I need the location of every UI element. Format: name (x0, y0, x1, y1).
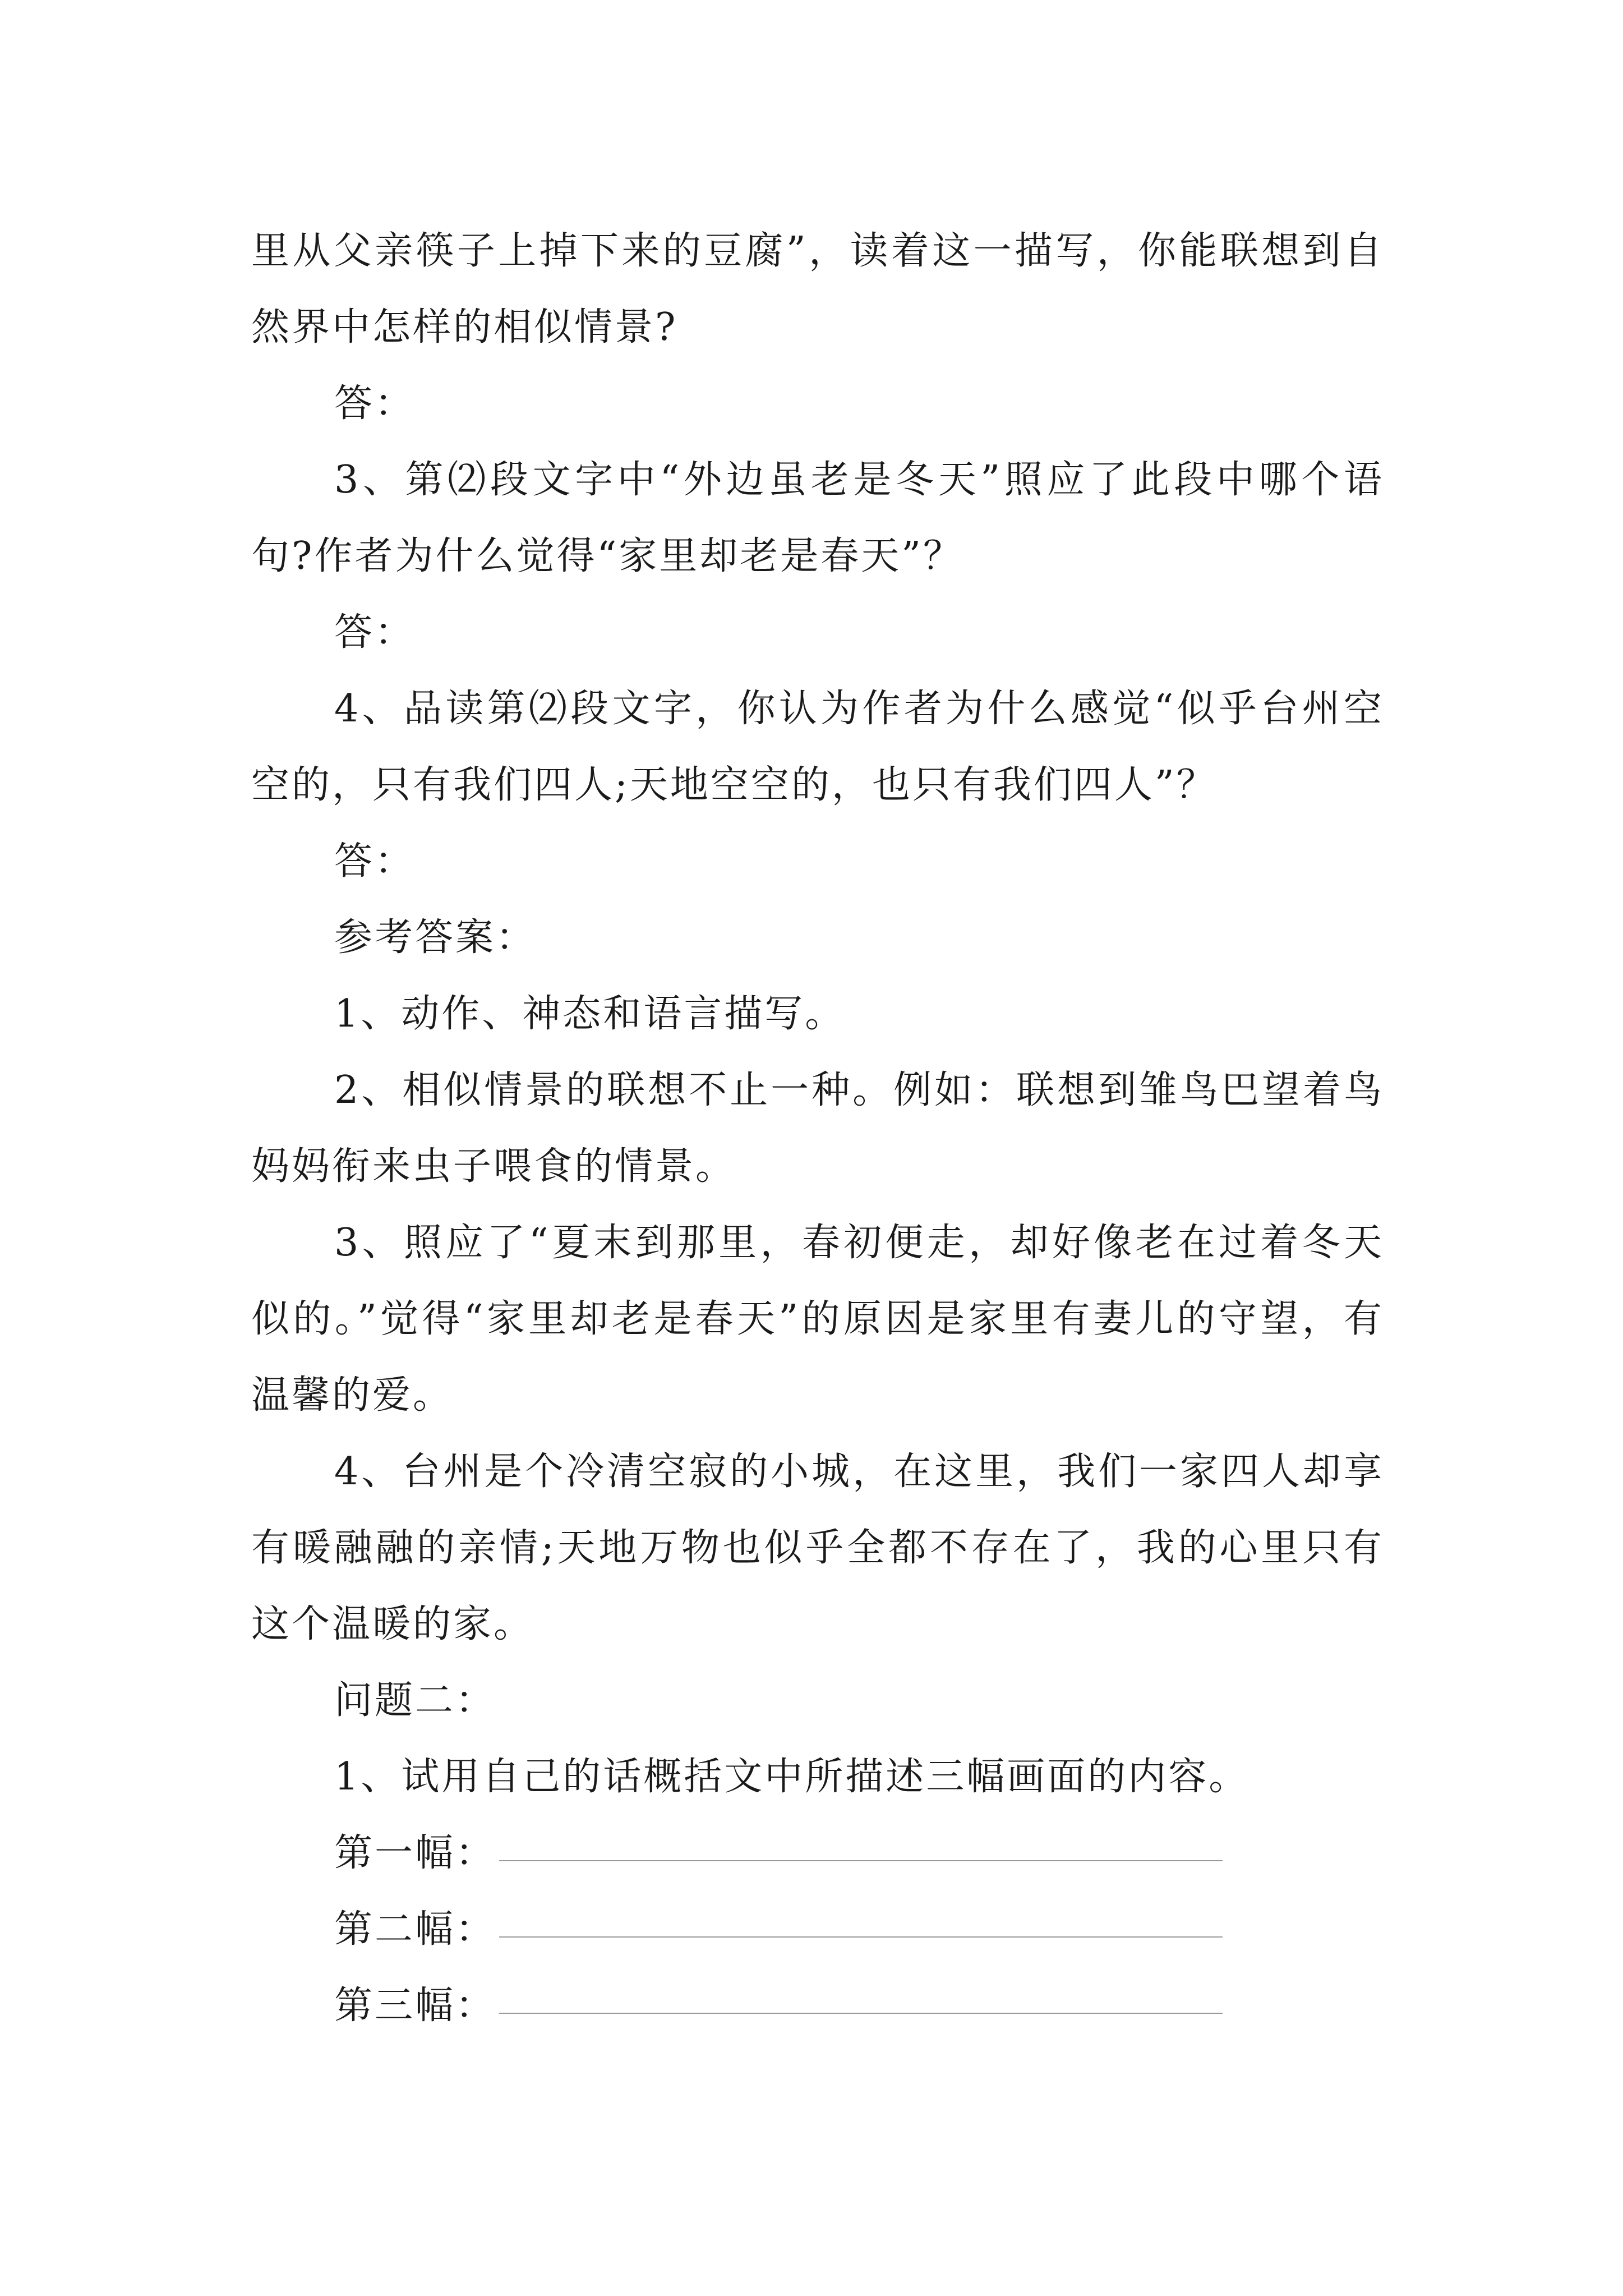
fill-blank-underline[interactable] (499, 2013, 1223, 2014)
reference-answer-1: 1、动作、神态和语言描写。 (334, 992, 846, 1036)
paragraph-question-two-1: 1、试用自己的话概括文中所描述三幅画面的内容。 (334, 1755, 1249, 1799)
fill-blank-row-2 (251, 1892, 1384, 1968)
fill-blank-underline[interactable] (499, 1860, 1223, 1861)
section-heading-question-two: 问题二： (334, 1678, 496, 1723)
answer-label-4: 答： (334, 839, 416, 884)
paragraph-question-4: 4、品读第⑵段文字，你认为作者为什么感觉“似乎台州空空的，只有我们四人;天地空空的，也只有我们四人”？ (251, 687, 1384, 807)
fill-blank-row-1 (251, 1815, 1384, 1892)
fill-blank-label: 第三幅： (334, 1984, 496, 2028)
paragraph-question-3: 3、第⑵段文字中“外边虽老是冬天”照应了此段中哪个语句?作者为什么觉得“家里却老是春天”？ (251, 458, 1384, 578)
fill-blank-row-3 (251, 1968, 1384, 2044)
answer-label-3: 答： (334, 610, 416, 655)
paragraph-question-2-continued: 里从父亲筷子上掉下来的豆腐”，读着这一描写，你能联想到自然界中怎样的相似情景? (251, 229, 1384, 349)
fill-blank-label: 第一幅： (334, 1831, 496, 1875)
fill-blank-label: 第二幅： (334, 1907, 496, 1952)
document-body (251, 213, 1384, 2044)
fill-blank-underline[interactable] (499, 1936, 1223, 1938)
reference-answers-heading: 参考答案： (334, 915, 537, 960)
answer-label-2: 答： (334, 381, 416, 426)
reference-answer-2: 2、相似情景的联想不止一种。例如：联想到雏鸟巴望着鸟妈妈衔来虫子喂食的情景。 (251, 1068, 1384, 1189)
reference-answer-4: 4、台州是个冷清空寂的小城，在这里，我们一家四人却享有暖融融的亲情;天地万物也似乎全都不存在了，我的心里只有这个温暖的家。 (251, 1450, 1384, 1646)
reference-answer-3: 3、照应了“夏末到那里，春初便走，却好像老在过着冬天似的。”觉得“家里却老是春天”的原因是家里有妻儿的守望，有温馨的爱。 (251, 1221, 1384, 1418)
